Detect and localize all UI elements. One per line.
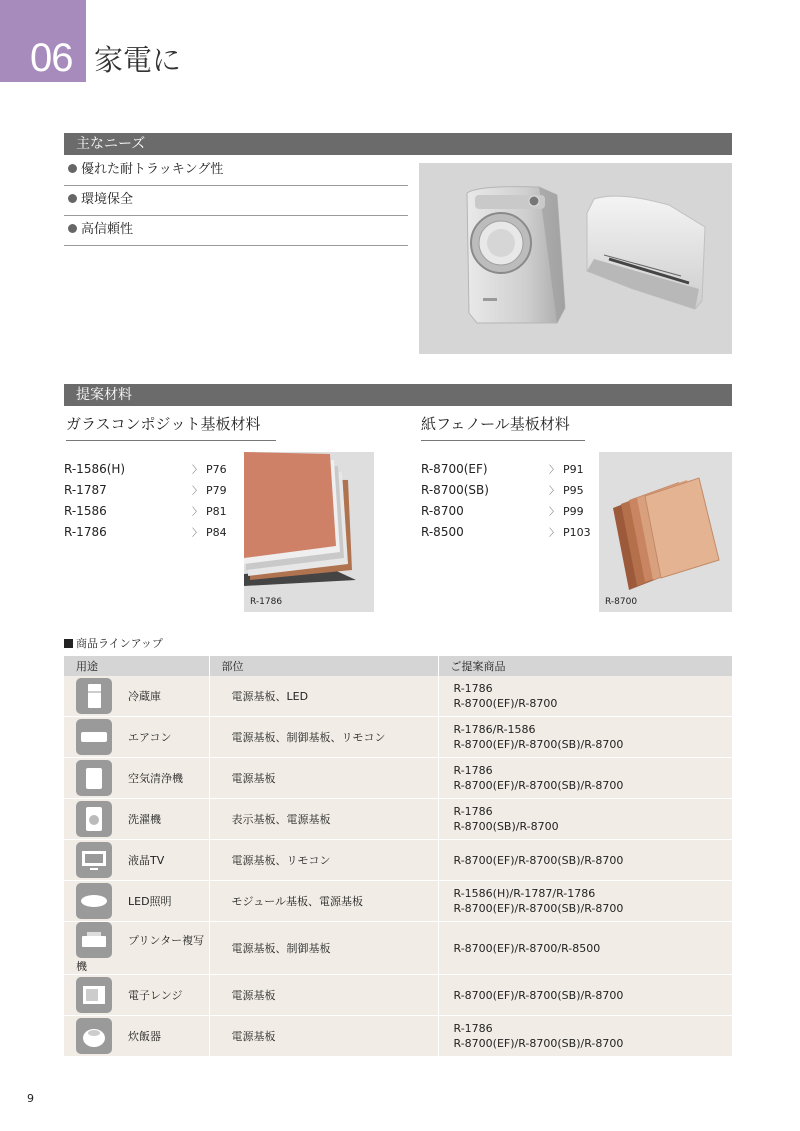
laminate-sheets-illustration (244, 452, 374, 612)
air-purifier-icon (76, 760, 112, 796)
square-bullet-icon (64, 639, 73, 648)
page-ref[interactable]: 〉 P91 (549, 463, 584, 476)
bullet-icon (68, 194, 77, 203)
refrigerator-icon (76, 678, 112, 714)
paper-phenolic-heading: 紙フェノール基板材料 (421, 414, 585, 441)
table-row: 炊飯器 電源基板 R-1786 R-8700(EF)/R-8700(SB)/R-8700 (64, 1016, 732, 1057)
table-row: プリンター複写機 電源基板、制御基板 R-8700(EF)/R-8700/R-8500 (64, 922, 732, 975)
printer-icon (76, 922, 112, 958)
needs-section-bar: 主なニーズ (64, 133, 732, 155)
page-ref[interactable]: 〉 P81 (192, 505, 227, 518)
washing-machine-icon (76, 801, 112, 837)
page-ref[interactable]: 〉 P103 (549, 526, 591, 539)
material-item[interactable]: R-8700 〉 P99 (421, 501, 591, 522)
table-row: 冷蔵庫 電源基板、LED R-1786 R-8700(EF)/R-8700 (64, 676, 732, 717)
chapter-title: 家電に (94, 43, 182, 77)
material-item[interactable]: R-8700(EF) 〉 P91 (421, 459, 591, 480)
table-row: LED照明 モジュール基板、電源基板 R-1586(H)/R-1787/R-1786 R-8700(EF)/R-8700(SB)/R-8700 (64, 881, 732, 922)
page-ref[interactable]: 〉 P84 (192, 526, 227, 539)
paper-sample-photo (599, 452, 732, 612)
chapter-badge (0, 0, 86, 82)
glass-material-list (64, 459, 234, 543)
chevron-right-icon: 〉 (549, 507, 559, 518)
page-ref[interactable]: 〉 P95 (549, 484, 584, 497)
chevron-right-icon: 〉 (192, 486, 202, 497)
glass-sample-photo (244, 452, 374, 612)
chevron-right-icon: 〉 (192, 465, 202, 476)
lineup-table (64, 656, 732, 1057)
table-row: エアコン 電源基板、制御基板、リモコン R-1786/R-1586 R-8700(EF)/R-8700(SB)/R-8700 (64, 717, 732, 758)
bullet-icon (68, 224, 77, 233)
table-row: 電子レンジ 電源基板 R-8700(EF)/R-8700(SB)/R-8700 (64, 975, 732, 1016)
page-ref[interactable]: 〉 P99 (549, 505, 584, 518)
column-header: ご提案商品 (438, 656, 732, 676)
appliance-photo (419, 163, 732, 354)
paper-material-list (421, 459, 591, 543)
chevron-right-icon: 〉 (549, 528, 559, 539)
phenolic-sheets-illustration (599, 452, 732, 612)
material-item[interactable]: R-1586(H) 〉 P76 (64, 459, 234, 480)
material-item[interactable]: R-8500 〉 P103 (421, 522, 591, 543)
microwave-icon (76, 977, 112, 1013)
rice-cooker-icon (76, 1018, 112, 1054)
needs-item: 高信頼性 (64, 216, 408, 246)
chevron-right-icon: 〉 (192, 528, 202, 539)
chapter-number: 06 (30, 36, 73, 80)
needs-list (64, 156, 408, 246)
column-header: 部位 (209, 656, 438, 676)
material-item[interactable]: R-1786 〉 P84 (64, 522, 234, 543)
bullet-icon (68, 164, 77, 173)
material-item[interactable]: R-1787 〉 P79 (64, 480, 234, 501)
chevron-right-icon: 〉 (549, 486, 559, 497)
material-item[interactable]: R-1586 〉 P81 (64, 501, 234, 522)
page-ref[interactable]: 〉 P76 (192, 463, 227, 476)
sample-caption: R-8700 (605, 597, 638, 607)
column-header: 用途 (64, 656, 209, 676)
led-light-icon (76, 883, 112, 919)
lineup-heading: 商品ラインアップ (64, 635, 163, 651)
sample-caption: R-1786 (250, 597, 283, 607)
material-item[interactable]: R-8700(SB) 〉 P95 (421, 480, 591, 501)
page-number: 9 (27, 1092, 34, 1105)
table-header-row (64, 656, 732, 676)
air-conditioner-icon (76, 719, 112, 755)
needs-item: 環境保全 (64, 186, 408, 216)
needs-item: 優れた耐トラッキング性 (64, 156, 408, 186)
tv-icon (76, 842, 112, 878)
proposal-section-bar: 提案材料 (64, 384, 732, 406)
table-row: 空気清浄機 電源基板 R-1786 R-8700(EF)/R-8700(SB)/R-8700 (64, 758, 732, 799)
chevron-right-icon: 〉 (549, 465, 559, 476)
glass-composite-heading: ガラスコンポジット基板材料 (66, 414, 276, 441)
table-row: 液晶TV 電源基板、リモコン R-8700(EF)/R-8700(SB)/R-8700 (64, 840, 732, 881)
page-ref[interactable]: 〉 P79 (192, 484, 227, 497)
chevron-right-icon: 〉 (192, 507, 202, 518)
table-row: 洗濯機 表示基板、電源基板 R-1786 R-8700(SB)/R-8700 (64, 799, 732, 840)
washer-aircon-illustration (419, 163, 732, 354)
